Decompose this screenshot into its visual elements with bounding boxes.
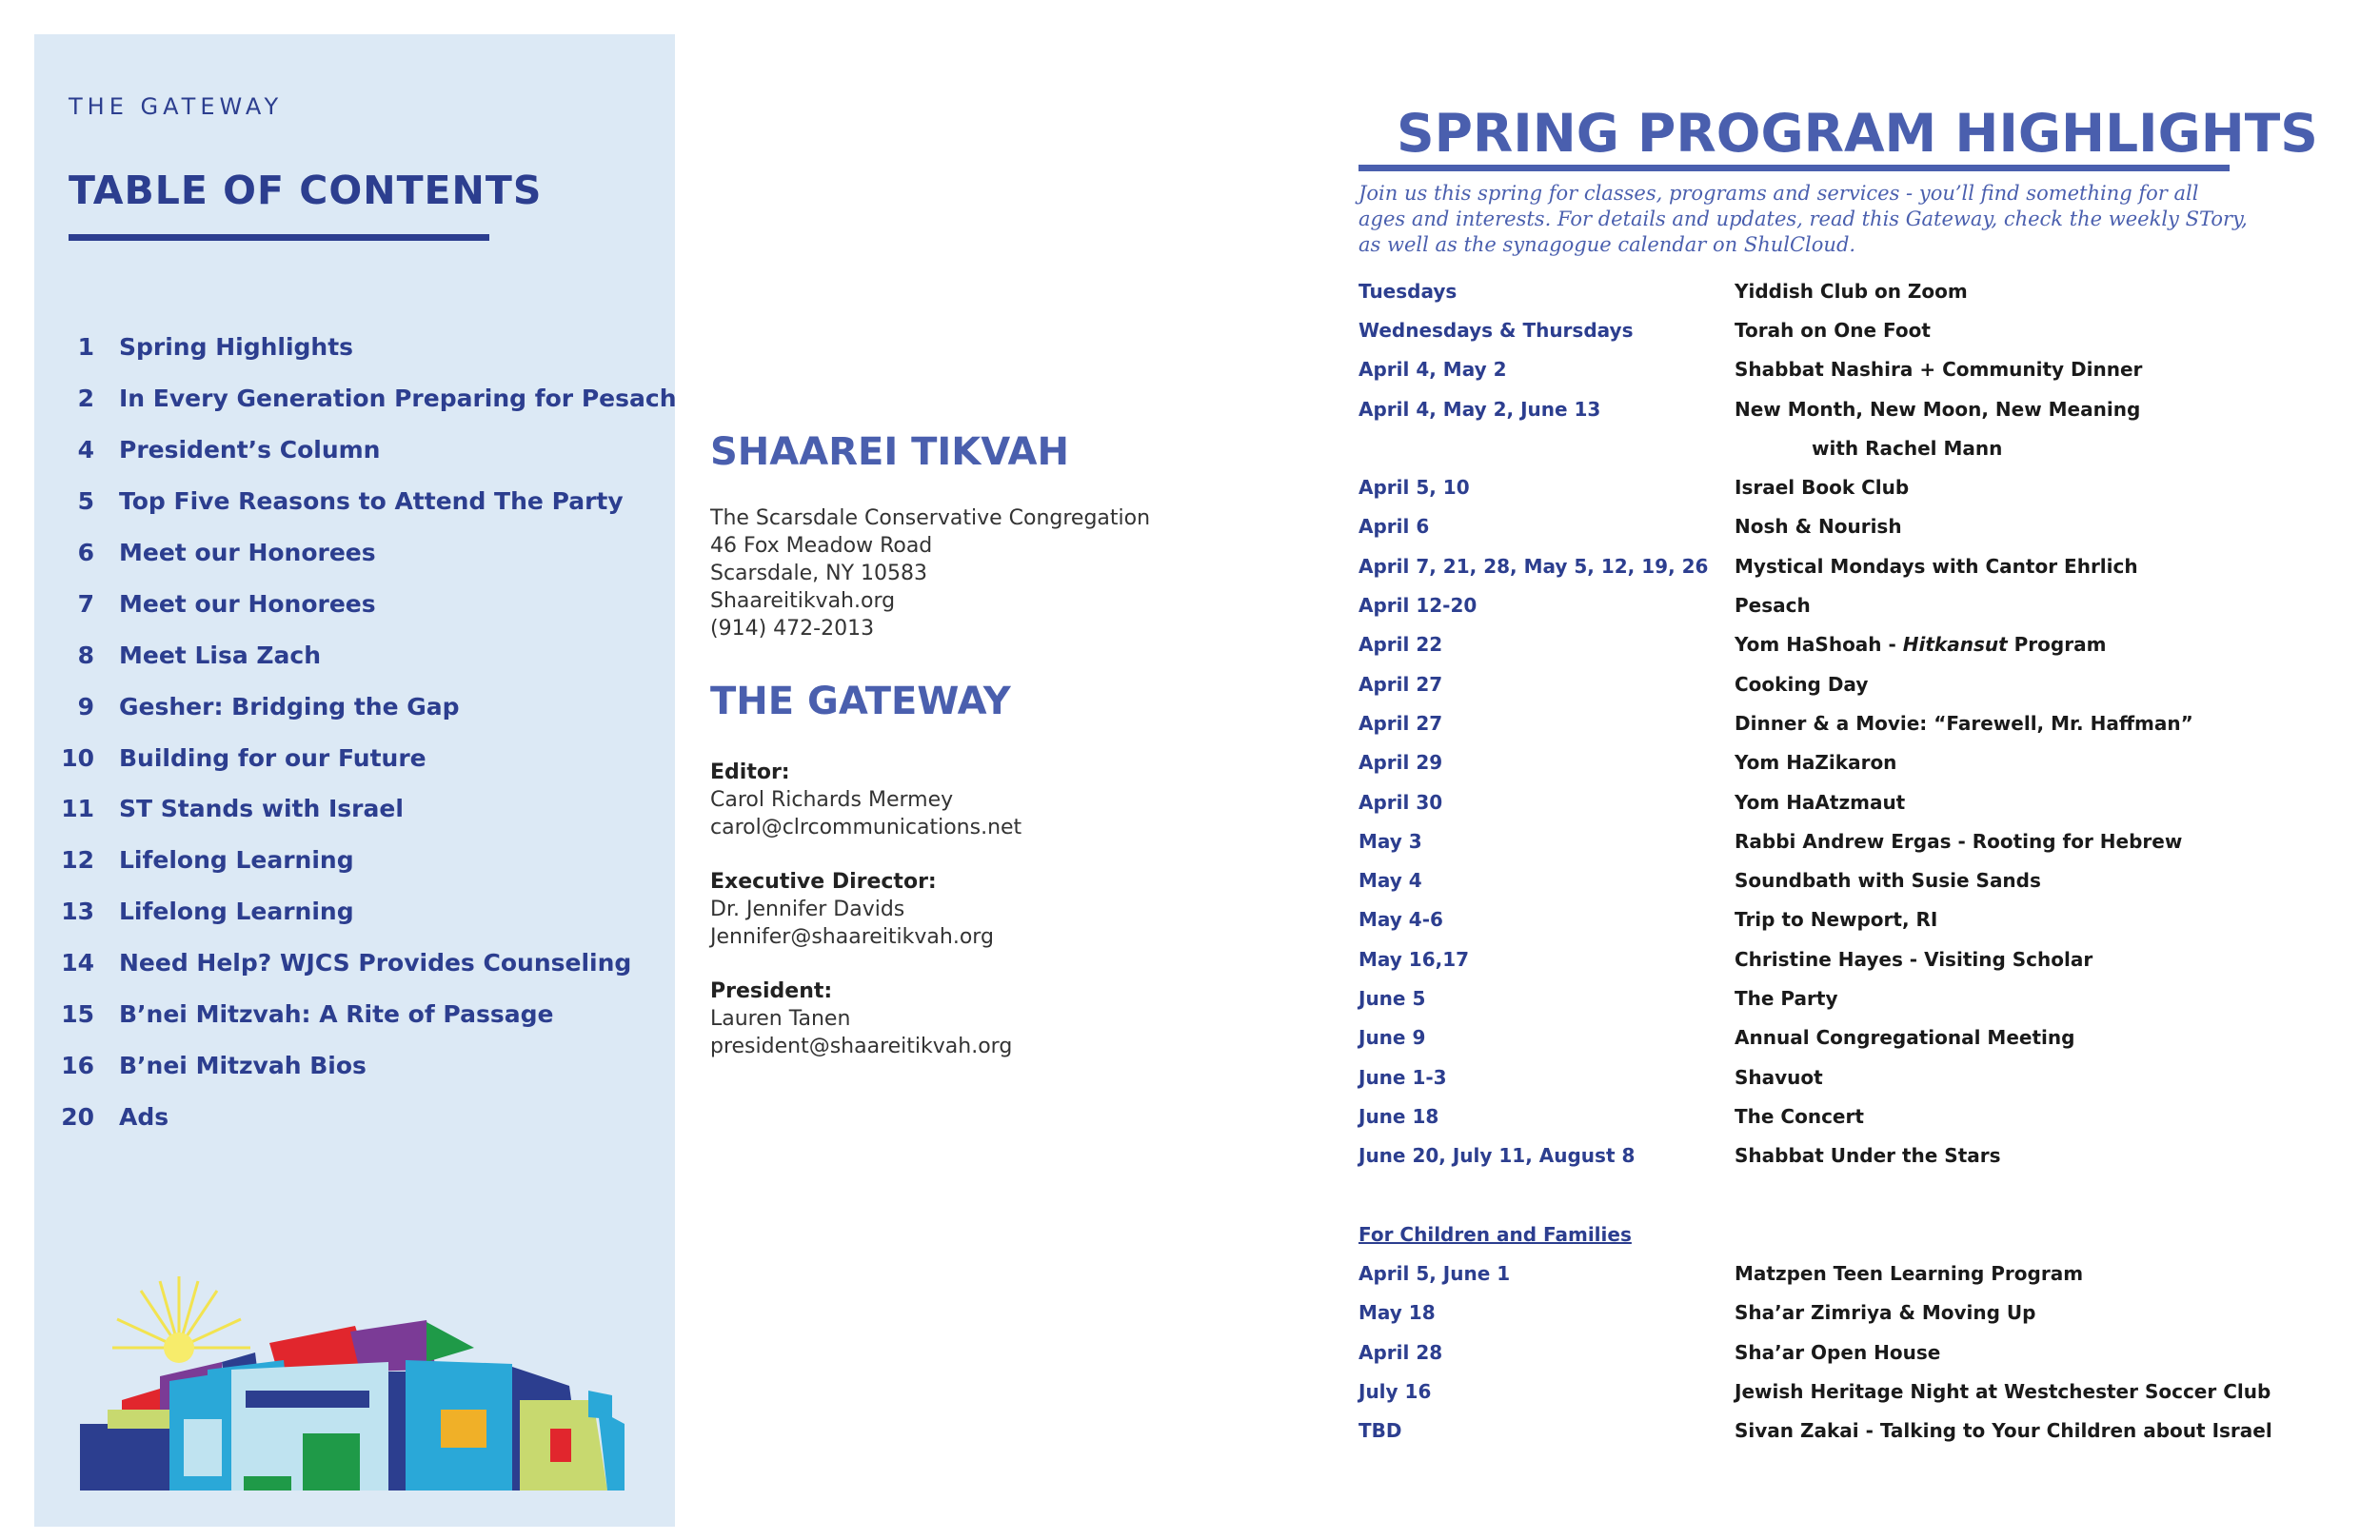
toc-entry-title: ST Stands with Israel	[119, 795, 404, 823]
toc-page-number: 9	[77, 692, 94, 721]
toc-title: TABLE OF CONTENTS	[69, 168, 543, 213]
event-date: April 4, May 2	[1359, 358, 1507, 382]
event-row-continuation	[1359, 428, 2339, 467]
event-name: Sha’ar Zimriya & Moving Up	[1735, 1301, 2036, 1325]
event-row	[1359, 507, 2339, 546]
address-line: The Scarsdale Conservative Congregation	[710, 506, 1151, 530]
toc-entry-title: Ads	[119, 1102, 169, 1131]
newsletter-kicker: THE GATEWAY	[69, 93, 284, 120]
toc-list	[59, 322, 677, 1142]
event-row	[1359, 1057, 2339, 1096]
sun-icon	[112, 1276, 250, 1363]
event-row	[1359, 1333, 2339, 1372]
staff-block-editor	[710, 759, 1021, 841]
toc-item[interactable]	[59, 732, 677, 783]
toc-entry-title: President’s Column	[119, 436, 381, 464]
event-name: Pesach	[1735, 594, 1811, 618]
toc-page-number: 1	[77, 333, 94, 362]
staff-name: Carol Richards Mermey	[710, 788, 954, 812]
toc-item[interactable]	[59, 527, 677, 579]
staff-block-executive-director	[710, 868, 1021, 951]
congregation-name: SHAAREI TIKVAH	[710, 430, 1069, 474]
toc-page-number: 14	[61, 949, 94, 977]
event-date: April 28	[1359, 1340, 1443, 1364]
event-name	[1735, 633, 2106, 656]
toc-item[interactable]	[59, 322, 677, 373]
event-row	[1359, 939, 2339, 978]
toc-item[interactable]	[59, 835, 677, 886]
event-date: June 20, July 11, August 8	[1359, 1144, 1636, 1168]
toc-entry-title: In Every Generation Preparing for Pesach	[119, 385, 677, 413]
event-row	[1359, 1293, 2339, 1333]
gateway-title: THE GATEWAY	[710, 680, 1011, 723]
event-name: Mystical Mondays with Cantor Ehrlich	[1735, 554, 2138, 578]
staff-name: Dr. Jennifer Davids	[710, 898, 905, 921]
event-name: Cooking Day	[1735, 672, 1869, 696]
toc-page-number: 13	[61, 898, 94, 926]
toc-page-number: 6	[77, 539, 94, 566]
event-date: May 16,17	[1359, 947, 1470, 971]
toc-entry-title: Need Help? WJCS Provides Counseling	[119, 949, 632, 977]
event-date: May 3	[1359, 829, 1422, 853]
event-name-emphasis: Hitkansut	[1902, 633, 2008, 657]
events-list	[1359, 271, 2339, 1451]
staff-email[interactable]: carol@clrcommunications.net	[710, 816, 1022, 839]
event-row	[1359, 467, 2339, 506]
event-date: June 5	[1359, 986, 1426, 1010]
event-row	[1359, 271, 2339, 310]
event-row	[1359, 350, 2339, 389]
staff-email[interactable]: president@shaareitikvah.org	[710, 1035, 1013, 1058]
event-name: Rabbi Andrew Ergas - Rooting for Hebrew	[1735, 829, 2183, 853]
event-date: April 5, 10	[1359, 476, 1470, 500]
event-row	[1359, 1136, 2339, 1175]
toc-entry-title: Meet our Honorees	[119, 539, 376, 566]
toc-item[interactable]	[59, 578, 677, 629]
toc-page-number: 10	[61, 743, 94, 772]
event-row	[1359, 664, 2339, 703]
toc-title-underline	[69, 234, 489, 241]
table-of-contents-panel	[34, 34, 675, 1527]
event-name: with Rachel Mann	[1812, 436, 2003, 460]
event-row	[1359, 1096, 2339, 1135]
staff-list	[710, 759, 1021, 1087]
event-name: Dinner & a Movie: “Farewell, Mr. Haffman”	[1735, 711, 2193, 735]
congregation-address	[710, 504, 1150, 642]
toc-entry-title: Lifelong Learning	[119, 898, 354, 926]
toc-entry-title: Meet our Honorees	[119, 589, 376, 618]
toc-page-number: 12	[61, 846, 94, 875]
toc-entry-title: Building for our Future	[119, 743, 426, 772]
staff-block-president	[710, 977, 1021, 1060]
event-name: Yiddish Club on Zoom	[1735, 279, 1968, 303]
event-date: May 18	[1359, 1301, 1436, 1325]
synagogue-building-illustration	[65, 1257, 645, 1495]
event-date: April 30	[1359, 790, 1443, 814]
toc-item[interactable]	[59, 1091, 677, 1142]
event-date: Wednesdays & Thursdays	[1359, 318, 1634, 342]
toc-item[interactable]	[59, 1039, 677, 1091]
staff-role: President:	[710, 979, 833, 1003]
event-name: Soundbath with Susie Sands	[1735, 869, 2041, 893]
event-row	[1359, 310, 2339, 349]
toc-item[interactable]	[59, 938, 677, 989]
toc-page-number: 4	[77, 436, 94, 464]
toc-item[interactable]	[59, 424, 677, 476]
event-row	[1359, 625, 2339, 664]
event-row	[1359, 743, 2339, 782]
toc-item[interactable]	[59, 629, 677, 681]
toc-page-number: 5	[77, 487, 94, 516]
event-name: Sivan Zakai - Talking to Your Children about Israel	[1735, 1419, 2272, 1443]
toc-entry-title: Lifelong Learning	[119, 846, 354, 875]
event-row	[1359, 1372, 2339, 1411]
event-date: Tuesdays	[1359, 279, 1458, 303]
event-date: April 22	[1359, 633, 1443, 657]
event-name: Nosh & Nourish	[1735, 515, 1902, 539]
phone-number: (914) 472-2013	[710, 617, 875, 641]
address-line: 46 Fox Meadow Road	[710, 534, 933, 558]
event-name: The Concert	[1735, 1104, 1864, 1128]
toc-entry-title: Meet Lisa Zach	[119, 641, 322, 669]
toc-page-number: 7	[77, 589, 94, 618]
event-name: Trip to Newport, RI	[1735, 908, 1938, 932]
toc-item[interactable]	[59, 886, 677, 938]
event-row	[1359, 546, 2339, 585]
toc-page-number: 20	[61, 1102, 94, 1131]
event-name: Christine Hayes - Visiting Scholar	[1735, 947, 2093, 971]
toc-item[interactable]	[59, 373, 677, 424]
event-date: TBD	[1359, 1419, 1402, 1443]
event-row	[1359, 389, 2339, 428]
event-date: April 27	[1359, 711, 1443, 735]
event-date: April 12-20	[1359, 594, 1478, 618]
event-name: Yom HaZikaron	[1735, 751, 1897, 775]
event-name: Torah on One Foot	[1735, 318, 1931, 342]
event-row	[1359, 860, 2339, 899]
spring-highlights-intro: Join us this spring for classes, programs and services - you’ll find something for all ages and interests. For details and updates, read this Gateway, check the weekly STory, as well as the synagogue calendar on ShulCloud.	[1359, 182, 2248, 256]
event-name: The Party	[1735, 986, 1838, 1010]
toc-page-number: 8	[77, 641, 94, 669]
event-row	[1359, 821, 2339, 860]
event-name: Yom HaAtzmaut	[1735, 790, 1906, 814]
event-date: April 5, June 1	[1359, 1262, 1511, 1286]
staff-email[interactable]: Jennifer@shaareitikvah.org	[710, 925, 994, 949]
event-name: Annual Congregational Meeting	[1735, 1026, 2075, 1050]
event-date: April 7, 21, 28, May 5, 12, 19, 26	[1359, 554, 1709, 578]
event-name: Israel Book Club	[1735, 476, 1910, 500]
event-name: Shabbat Under the Stars	[1735, 1144, 2001, 1168]
event-name: New Month, New Moon, New Meaning	[1735, 397, 2141, 421]
event-date: May 4-6	[1359, 908, 1443, 932]
event-name: Shavuot	[1735, 1065, 1823, 1089]
event-row	[1359, 900, 2339, 939]
event-row	[1359, 585, 2339, 624]
event-date: June 9	[1359, 1026, 1426, 1050]
event-name: Matzpen Teen Learning Program	[1735, 1262, 2084, 1286]
event-date: July 16	[1359, 1379, 1432, 1403]
event-row	[1359, 978, 2339, 1017]
event-date: April 27	[1359, 672, 1443, 696]
event-row	[1359, 1018, 2339, 1057]
toc-item[interactable]	[59, 783, 677, 835]
event-name: Jewish Heritage Night at Westchester Soccer Club	[1735, 1379, 2271, 1403]
event-row	[1359, 782, 2339, 821]
staff-role: Executive Director:	[710, 870, 937, 894]
children-families-heading	[1359, 1214, 2339, 1254]
event-date: April 6	[1359, 515, 1430, 539]
spring-highlights-underline	[1359, 165, 2230, 171]
event-name: Sha’ar Open House	[1735, 1340, 1941, 1364]
event-row	[1359, 1254, 2339, 1293]
toc-entry-title: Spring Highlights	[119, 333, 354, 362]
event-date: April 29	[1359, 751, 1443, 775]
event-date: April 4, May 2, June 13	[1359, 397, 1601, 421]
staff-name: Lauren Tanen	[710, 1007, 851, 1031]
toc-page-number: 11	[61, 795, 94, 823]
event-name: Shabbat Nashira + Community Dinner	[1735, 358, 2143, 382]
staff-role: Editor:	[710, 760, 790, 784]
toc-item[interactable]	[59, 476, 677, 527]
event-date: May 4	[1359, 869, 1422, 893]
event-name-prefix: Yom HaShoah -	[1735, 633, 1903, 657]
toc-item[interactable]	[59, 989, 677, 1040]
toc-item[interactable]	[59, 681, 677, 732]
event-row	[1359, 703, 2339, 742]
toc-entry-title: B’nei Mitzvah Bios	[119, 1051, 367, 1079]
toc-page-number: 15	[61, 1000, 94, 1029]
website-link[interactable]: Shaareitikvah.org	[710, 589, 896, 613]
toc-page-number: 2	[77, 385, 94, 413]
address-line: Scarsdale, NY 10583	[710, 562, 928, 585]
toc-entry-title: Top Five Reasons to Attend The Party	[119, 487, 624, 516]
event-date: June 1-3	[1359, 1065, 1447, 1089]
spring-highlights-title: SPRING PROGRAM HIGHLIGHTS	[1397, 103, 2318, 164]
toc-page-number: 16	[61, 1051, 94, 1079]
event-name-suffix: Program	[2007, 633, 2107, 657]
event-date: June 18	[1359, 1104, 1439, 1128]
toc-entry-title: B’nei Mitzvah: A Rite of Passage	[119, 1000, 554, 1029]
toc-entry-title: Gesher: Bridging the Gap	[119, 692, 460, 721]
event-row	[1359, 1412, 2339, 1451]
children-families-heading-text: For Children and Families	[1359, 1222, 1632, 1246]
